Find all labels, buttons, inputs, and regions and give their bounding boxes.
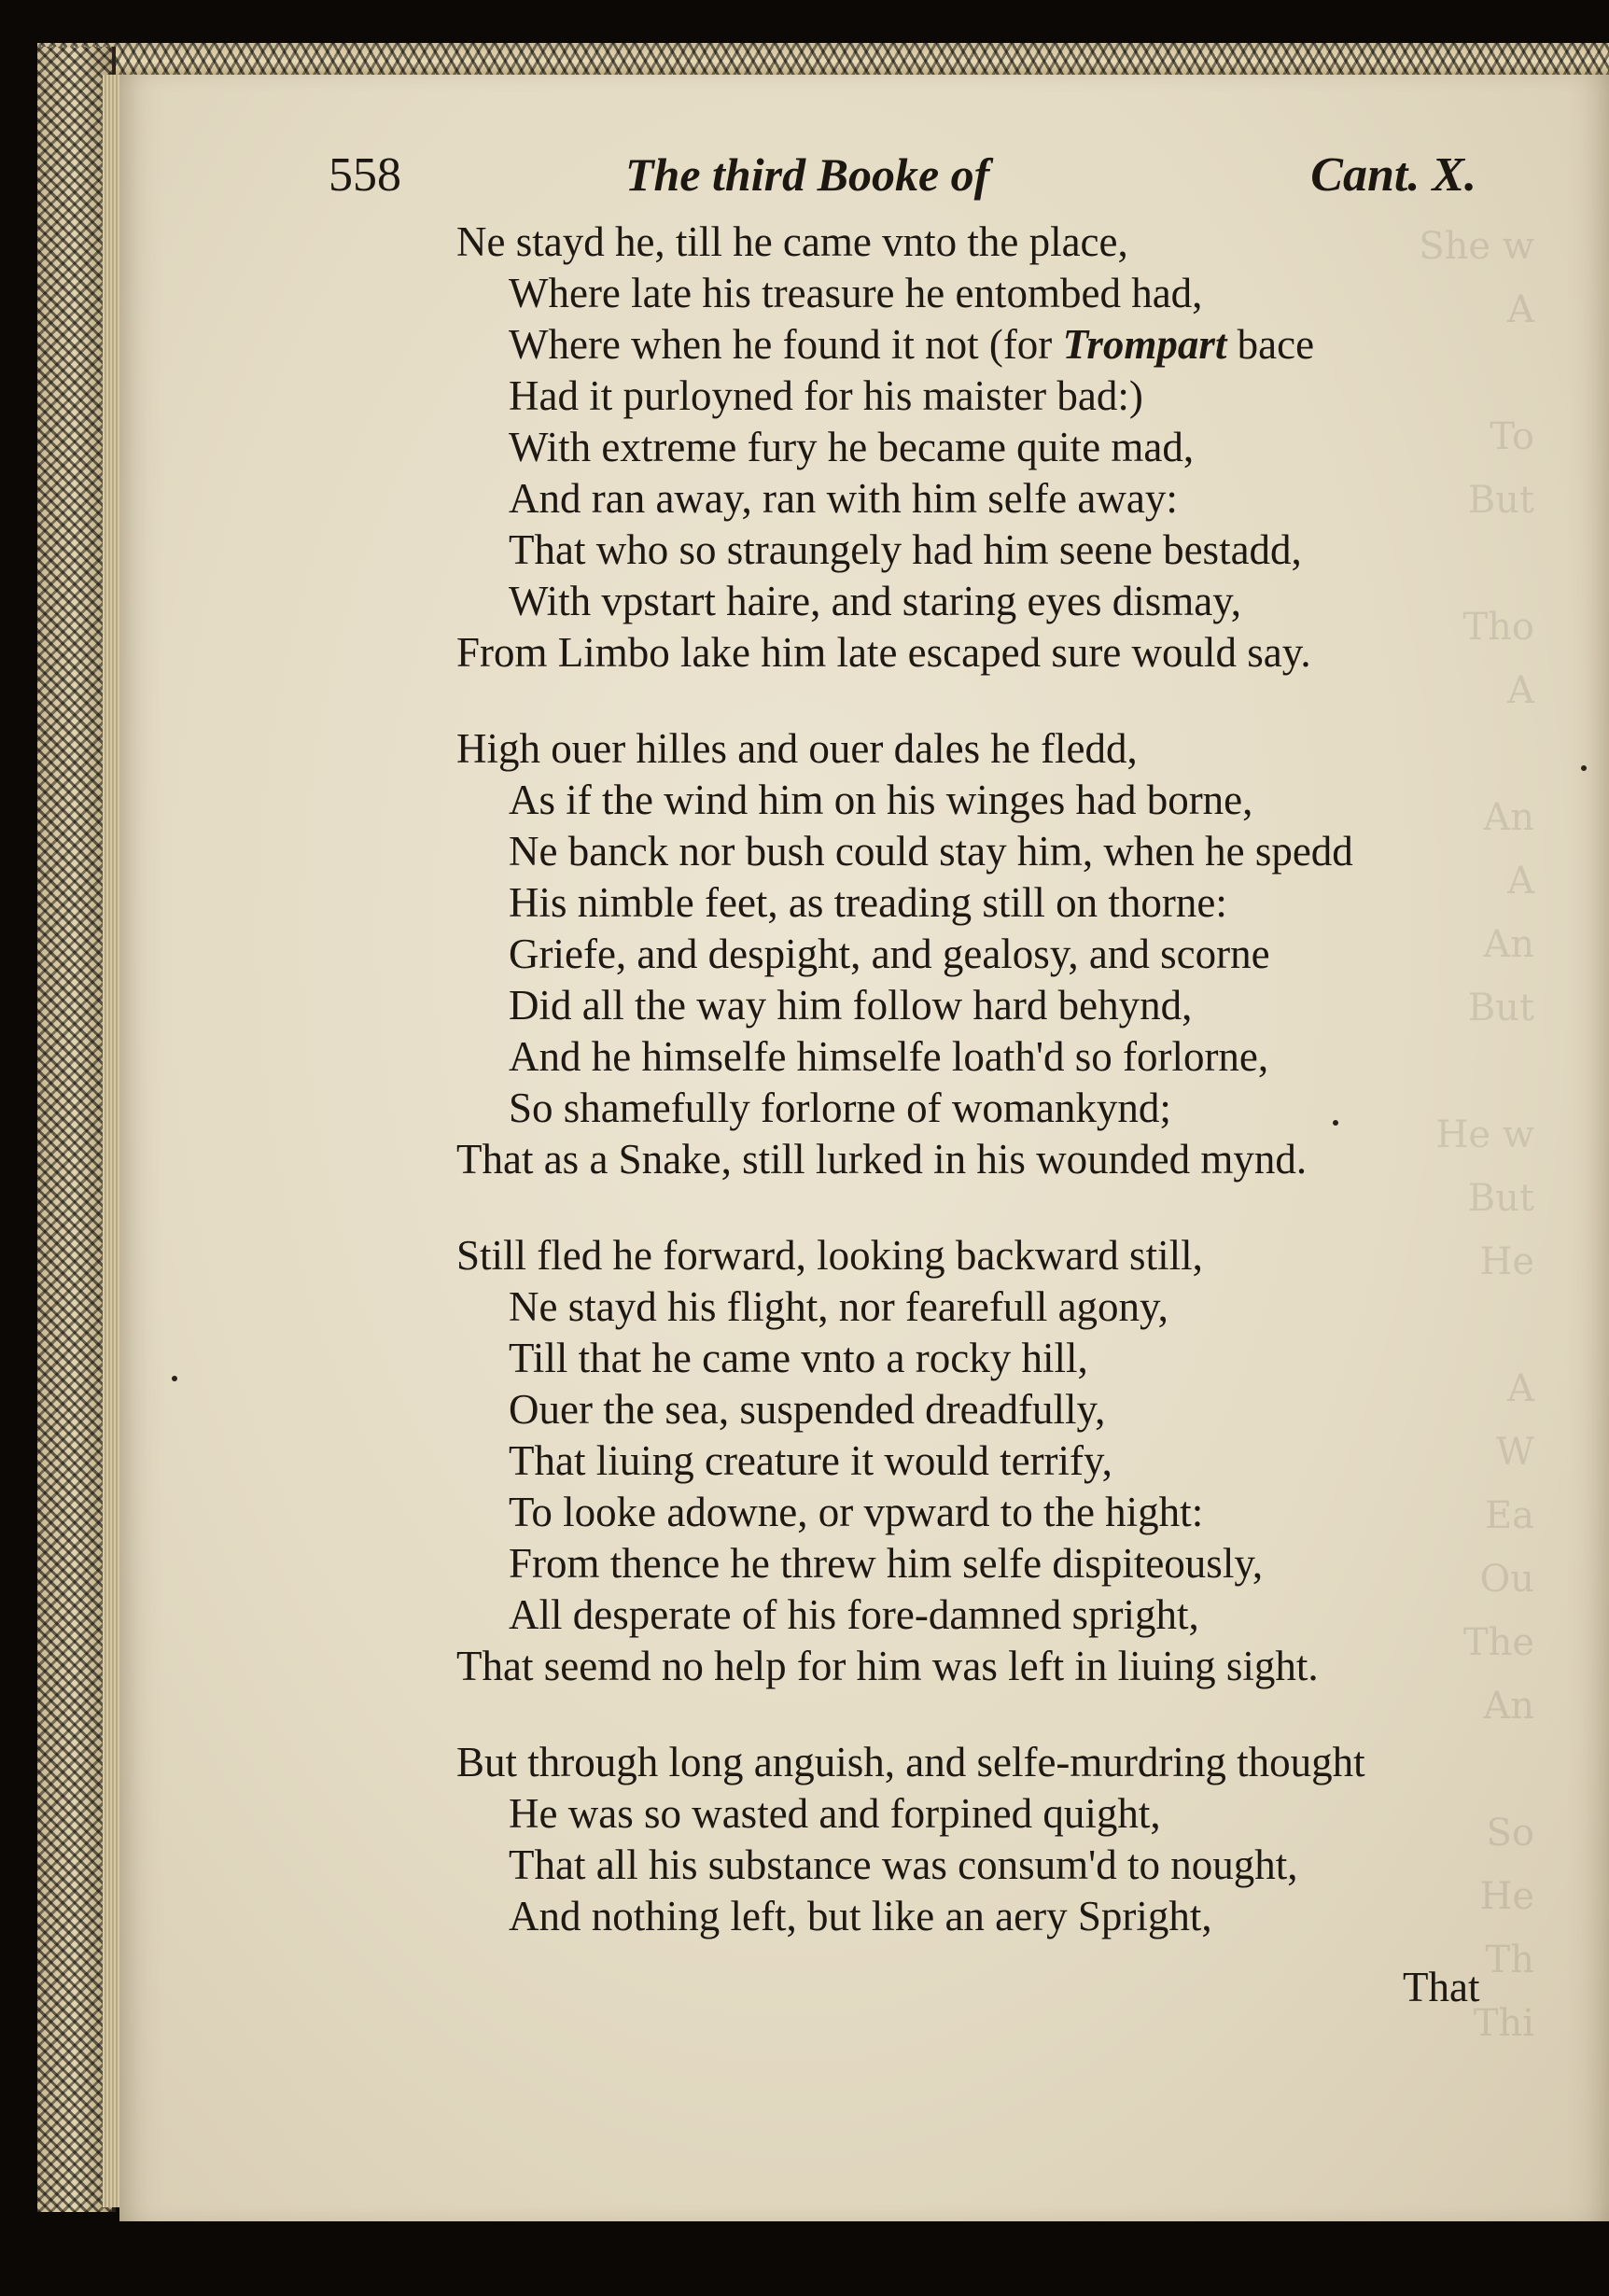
verse-line: Ouer the sea, suspended dreadfully, <box>509 1386 1106 1433</box>
verse-line: That liuing creature it would terrify, <box>509 1437 1112 1484</box>
show-through-text: She w A To But Tho A An A An But He w But He A W Ea Ou The An So He Th Thi <box>1419 225 1534 2045</box>
verse-line: Ne stayd he, till he came vnto the place, <box>456 218 1128 265</box>
verse-line: Ne banck nor bush could stay him, when he spedd <box>509 828 1353 875</box>
verse-line: And he himselfe himselfe loath'd so forlorne, <box>509 1033 1269 1080</box>
verse-line: That as a Snake, still lurked in his wounded mynd. <box>456 1136 1308 1183</box>
verse-line: That seemd no help for him was left in liuing sight. <box>456 1643 1319 1689</box>
stanza <box>456 1737 1530 1942</box>
ink-speck <box>1581 765 1587 771</box>
verse-line: To looke adowne, or vpward to the hight: <box>509 1489 1204 1535</box>
verse-fragment: Where when he found it not (for <box>509 321 1063 368</box>
poem-text <box>456 217 1530 1987</box>
running-title: The third Booke of <box>625 148 990 201</box>
verse-line: That all his substance was consum'd to nought, <box>509 1841 1298 1888</box>
verse-line: With vpstart haire, and staring eyes dismay, <box>509 578 1242 624</box>
page-header <box>329 147 1476 213</box>
verse-line: Did all the way him follow hard behynd, <box>509 982 1193 1029</box>
verse-line: Ne stayd his flight, nor fearefull agony, <box>509 1283 1168 1330</box>
book-edge-top-ornament <box>37 43 1609 75</box>
verse-fragment: bace <box>1226 321 1315 368</box>
stanza <box>456 723 1530 1185</box>
verse-line: Griefe, and despight, and gealosy, and scorne <box>509 931 1270 977</box>
verse-line <box>456 319 1530 371</box>
verse-line: He was so wasted and forpined quight, <box>509 1790 1161 1837</box>
verse-line: With extreme fury he became quite mad, <box>509 424 1195 470</box>
verse-line: From thence he threw him selfe dispiteously, <box>509 1540 1264 1587</box>
ink-speck <box>172 1376 177 1381</box>
verse-line: As if the wind him on his winges had borne, <box>509 777 1253 823</box>
catchword: That <box>1403 1964 1480 2010</box>
verse-line: From Limbo lake him late escaped sure would say. <box>456 629 1311 676</box>
verse-line: Till that he came vnto a rocky hill, <box>509 1335 1088 1381</box>
verse-line: Had it purloyned for his maister bad:) <box>509 372 1143 419</box>
verse-line: Still fled he forward, looking backward still, <box>456 1232 1203 1279</box>
verse-line: His nimble feet, as treading still on thorne: <box>509 879 1227 926</box>
canto-label: Cant. X. <box>1310 148 1476 202</box>
verse-line: And nothing left, but like an aery Spright, <box>509 1893 1212 1939</box>
italic-name: Trompart <box>1062 321 1227 368</box>
verse-line: And ran away, ran with him selfe away: <box>509 475 1178 522</box>
verse-line: That who so straungely had him seene bestadd, <box>509 526 1302 573</box>
verse-line: All desperate of his fore-damned spright, <box>509 1591 1199 1638</box>
stanza <box>456 217 1530 679</box>
page-number: 558 <box>329 148 401 202</box>
verse-line: But through long anguish, and selfe-murdring thought <box>456 1739 1365 1785</box>
ink-speck <box>1333 1120 1338 1126</box>
verse-line: Where late his treasure he entombed had, <box>509 270 1203 316</box>
stanza <box>456 1230 1530 1692</box>
verse-line: High ouer hilles and ouer dales he fledd, <box>456 725 1138 772</box>
verse-line: So shamefully forlorne of womankynd; <box>509 1085 1171 1131</box>
